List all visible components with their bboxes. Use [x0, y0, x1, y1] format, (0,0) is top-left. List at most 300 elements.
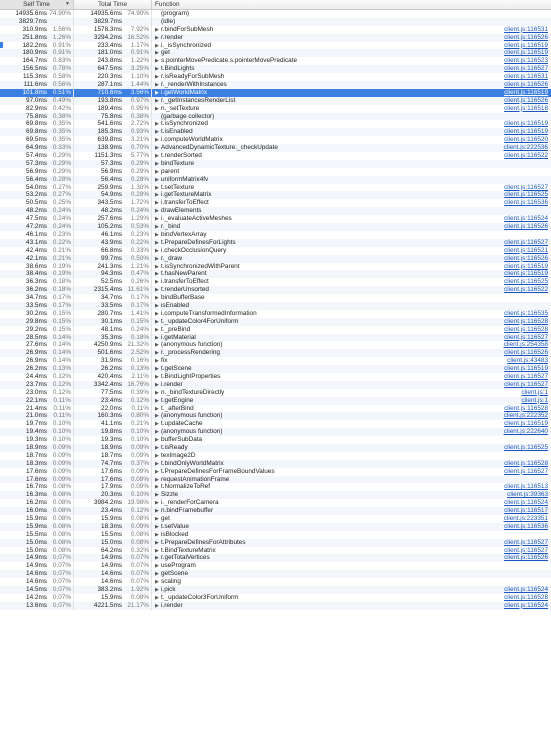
source-link[interactable]: client.js:222640: [503, 428, 548, 436]
source-link[interactable]: client.js:116527: [504, 183, 548, 191]
function-cell: [152, 326, 551, 334]
source-link[interactable]: client.js:222536: [503, 144, 548, 152]
source-link[interactable]: client.js:116519: [504, 128, 548, 136]
disclosure-triangle-icon[interactable]: ▶: [155, 279, 159, 286]
disclosure-triangle-icon[interactable]: ▶: [155, 255, 159, 262]
function-name: t.hasNewParent: [161, 270, 207, 278]
disclosure-triangle-icon[interactable]: ▶: [155, 342, 159, 349]
table-row[interactable]: [0, 302, 551, 310]
total-time-column-header[interactable]: [74, 0, 152, 9]
self-time-cell: [0, 444, 74, 452]
source-link[interactable]: client.js:116527: [504, 546, 548, 554]
total-time-value: 26.2ms: [101, 365, 122, 373]
disclosure-triangle-icon[interactable]: ▶: [155, 563, 159, 570]
source-link[interactable]: client.js:116523: [504, 57, 548, 65]
source-link[interactable]: client.js:116536: [504, 522, 548, 530]
disclosure-triangle-icon[interactable]: ▶: [155, 366, 159, 373]
source-link[interactable]: client.js:116520: [504, 136, 548, 144]
source-link[interactable]: client.js:116527: [504, 238, 548, 246]
source-link[interactable]: client.js:116524: [504, 499, 548, 507]
self-time-value: 17.6ms: [26, 475, 47, 483]
total-time-percent: 0.47%: [130, 270, 149, 278]
self-time-percent: 0.14%: [52, 341, 71, 349]
self-time-cell: [0, 428, 74, 436]
total-time-percent: 0.93%: [130, 128, 149, 136]
self-time-cell: [0, 334, 74, 342]
disclosure-triangle-icon[interactable]: ▶: [155, 602, 159, 609]
disclosure-triangle-icon[interactable]: ▶: [155, 89, 159, 96]
source-link[interactable]: client.js:116524: [504, 215, 548, 223]
source-link[interactable]: client.js:116528: [504, 459, 548, 467]
total-time-percent: 16.52%: [127, 33, 149, 41]
table-row[interactable]: [0, 334, 551, 342]
source-link[interactable]: client.js:116519: [504, 49, 548, 57]
table-row[interactable]: [0, 570, 551, 578]
source-link[interactable]: client.js:116526: [504, 33, 548, 41]
source-link[interactable]: client.js:116528: [504, 317, 548, 325]
table-row[interactable]: [0, 602, 551, 610]
table-row[interactable]: [0, 460, 551, 468]
disclosure-triangle-icon[interactable]: ▶: [155, 444, 159, 451]
table-row[interactable]: [0, 128, 551, 136]
source-link[interactable]: client.js:116518: [504, 104, 548, 112]
total-time-value: 14.9ms: [101, 554, 122, 562]
source-link[interactable]: client.js:1: [521, 388, 548, 396]
source-link[interactable]: client.js:116519: [504, 262, 548, 270]
table-row[interactable]: [0, 26, 551, 34]
function-name: i.getTextureMatrix: [161, 191, 212, 199]
disclosure-triangle-icon[interactable]: ▶: [155, 516, 159, 522]
source-link[interactable]: client.js:116526: [504, 554, 548, 562]
table-row[interactable]: [0, 81, 551, 89]
disclosure-triangle-icon[interactable]: ▶: [155, 413, 159, 420]
self-time-percent: 0.07%: [52, 586, 71, 594]
disclosure-triangle-icon[interactable]: ▶: [155, 224, 159, 231]
function-name: (program): [161, 10, 190, 17]
table-row[interactable]: [0, 270, 551, 278]
table-row[interactable]: [0, 444, 551, 452]
self-time-percent: 0.10%: [52, 420, 71, 428]
self-time-value: 14.2ms: [26, 593, 47, 601]
function-cell: [152, 294, 551, 302]
source-link[interactable]: client.js:116521: [504, 246, 548, 254]
table-row[interactable]: [0, 152, 551, 160]
source-link[interactable]: client.js:116513: [504, 483, 548, 491]
source-link[interactable]: client.js:116527: [504, 333, 548, 341]
function-name-wrap: [155, 389, 224, 397]
function-cell: [152, 318, 551, 326]
disclosure-triangle-icon[interactable]: ▶: [155, 302, 159, 309]
disclosure-triangle-icon[interactable]: ▶: [155, 452, 159, 459]
table-row[interactable]: [0, 120, 551, 128]
self-time-percent: 0.11%: [53, 412, 71, 420]
function-name-wrap: [155, 420, 203, 428]
total-time-percent: 0.80%: [130, 412, 149, 420]
table-row[interactable]: [0, 554, 551, 562]
disclosure-triangle-icon[interactable]: ▶: [155, 476, 159, 483]
self-time-value: 56.4ms: [26, 175, 47, 183]
self-time-percent: 0.12%: [52, 372, 71, 380]
disclosure-triangle-icon[interactable]: ▶: [155, 571, 159, 578]
function-cell: [152, 223, 551, 231]
table-row[interactable]: [0, 34, 551, 42]
source-link[interactable]: client.js:116526: [504, 254, 548, 262]
total-time-cell: [74, 531, 152, 539]
table-row[interactable]: [0, 594, 551, 602]
disclosure-triangle-icon[interactable]: ▶: [155, 271, 159, 278]
disclosure-triangle-icon[interactable]: ▶: [155, 176, 159, 183]
disclosure-triangle-icon[interactable]: ▶: [155, 231, 159, 238]
disclosure-triangle-icon[interactable]: ▶: [155, 145, 159, 152]
table-row[interactable]: [0, 491, 551, 499]
disclosure-triangle-icon[interactable]: ▶: [155, 531, 159, 538]
function-cell: [152, 523, 551, 531]
disclosure-triangle-icon[interactable]: ▶: [155, 358, 159, 365]
total-time-value: 14.6ms: [101, 570, 122, 578]
table-row[interactable]: [0, 255, 551, 263]
self-time-cell: [0, 152, 74, 160]
table-row[interactable]: [0, 160, 551, 168]
table-row[interactable]: [0, 499, 551, 507]
disclosure-triangle-icon[interactable]: ▶: [155, 555, 159, 562]
table-row[interactable]: [0, 144, 551, 152]
source-link[interactable]: client.js:116528: [504, 325, 548, 333]
source-link[interactable]: client.js:43483: [507, 357, 548, 365]
table-row[interactable]: [0, 483, 551, 491]
disclosure-triangle-icon[interactable]: ▶: [155, 50, 159, 57]
disclosure-triangle-icon[interactable]: ▶: [155, 66, 159, 73]
source-link[interactable]: client.js:116519: [504, 120, 548, 128]
disclosure-triangle-icon[interactable]: ▶: [155, 397, 159, 404]
source-link[interactable]: client.js:223351: [503, 515, 548, 522]
self-time-value: 16.3ms: [26, 491, 47, 499]
table-row[interactable]: [0, 136, 551, 144]
source-link[interactable]: client.js:116527: [504, 538, 548, 546]
table-row[interactable]: [0, 405, 551, 413]
disclosure-triangle-icon[interactable]: ▶: [155, 216, 159, 223]
source-link[interactable]: client.js:116528: [504, 404, 548, 412]
total-time-percent: 0.70%: [130, 144, 149, 152]
disclosure-triangle-icon[interactable]: ▶: [155, 373, 159, 380]
table-row[interactable]: [0, 365, 551, 373]
total-time-cell: [74, 507, 152, 515]
function-name-wrap: [155, 263, 240, 271]
table-row[interactable]: [0, 428, 551, 436]
table-row[interactable]: [0, 247, 551, 255]
disclosure-triangle-icon[interactable]: ▶: [155, 295, 159, 302]
source-link[interactable]: client.js:116524: [504, 601, 548, 609]
disclosure-triangle-icon[interactable]: ▶: [155, 192, 159, 199]
disclosure-triangle-icon[interactable]: ▶: [155, 437, 159, 444]
source-link[interactable]: client.js:116531: [504, 73, 548, 81]
disclosure-triangle-icon[interactable]: ▶: [155, 587, 159, 594]
table-row[interactable]: [0, 73, 551, 81]
disclosure-triangle-icon[interactable]: ▶: [155, 334, 159, 341]
total-time-cell: [74, 420, 152, 428]
table-row[interactable]: [0, 507, 551, 515]
source-link[interactable]: client.js:116525: [504, 191, 548, 199]
disclosure-triangle-icon[interactable]: ▶: [155, 58, 159, 65]
table-row[interactable]: [0, 547, 551, 555]
table-row[interactable]: [0, 294, 551, 302]
source-link[interactable]: client.js:116519: [504, 420, 548, 428]
function-cell: [152, 152, 551, 160]
table-row[interactable]: [0, 10, 551, 18]
table-row[interactable]: [0, 239, 551, 247]
disclosure-triangle-icon[interactable]: ▶: [155, 421, 159, 428]
table-row[interactable]: [0, 223, 551, 231]
table-row[interactable]: [0, 341, 551, 349]
source-link[interactable]: client.js:116527: [504, 372, 548, 380]
source-link[interactable]: client.js:116519: [504, 41, 548, 49]
source-link[interactable]: client.js:116525: [504, 278, 548, 286]
source-link[interactable]: client.js:116517: [504, 507, 548, 515]
function-name-wrap: [155, 349, 220, 357]
source-link[interactable]: client.js:116522: [504, 152, 548, 160]
table-row[interactable]: [0, 168, 551, 176]
total-time-cell: [74, 341, 152, 349]
table-row[interactable]: [0, 468, 551, 476]
table-row[interactable]: [0, 286, 551, 294]
function-name-wrap: [155, 168, 179, 176]
disclosure-triangle-icon[interactable]: ▶: [155, 129, 159, 136]
table-row[interactable]: [0, 42, 551, 50]
source-link[interactable]: client.js:116531: [504, 25, 548, 33]
function-cell: [152, 231, 551, 239]
disclosure-triangle-icon[interactable]: ▶: [155, 389, 159, 396]
disclosure-triangle-icon[interactable]: ▶: [155, 121, 159, 128]
function-name-wrap: [155, 405, 194, 413]
self-time-percent: 0.07%: [52, 562, 71, 570]
table-row[interactable]: [0, 191, 551, 199]
table-row[interactable]: [0, 523, 551, 531]
disclosure-triangle-icon[interactable]: ▶: [155, 460, 159, 467]
self-time-cell: [0, 89, 74, 97]
source-link[interactable]: client.js:116527: [504, 65, 548, 73]
function-name-wrap: [155, 231, 206, 239]
table-row[interactable]: [0, 349, 551, 357]
table-row[interactable]: [0, 531, 551, 539]
source-link[interactable]: client.js:116524: [504, 586, 548, 594]
table-row[interactable]: [0, 389, 551, 397]
disclosure-triangle-icon[interactable]: ▶: [155, 97, 159, 104]
table-row[interactable]: [0, 18, 551, 26]
function-name-wrap: [155, 397, 193, 405]
disclosure-triangle-icon[interactable]: ▶: [155, 539, 159, 546]
disclosure-triangle-icon[interactable]: ▶: [155, 105, 159, 112]
self-time-value: 53.2ms: [26, 191, 47, 199]
total-time-percent: 0.12%: [130, 507, 149, 515]
disclosure-triangle-icon[interactable]: ▶: [155, 137, 159, 144]
disclosure-triangle-icon[interactable]: ▶: [155, 74, 159, 81]
table-row[interactable]: [0, 263, 551, 271]
table-row[interactable]: [0, 318, 551, 326]
disclosure-triangle-icon[interactable]: ▶: [155, 34, 159, 41]
total-time-value: 48.2ms: [101, 207, 122, 215]
self-time-cell: [0, 499, 74, 507]
table-row[interactable]: [0, 436, 551, 444]
self-time-value: 14935.6ms: [15, 10, 47, 17]
disclosure-triangle-icon[interactable]: ▶: [155, 168, 159, 175]
self-time-value: 82.9ms: [26, 104, 47, 112]
table-row[interactable]: [0, 562, 551, 570]
self-time-column-header[interactable]: [0, 0, 74, 9]
disclosure-triangle-icon[interactable]: ▶: [155, 247, 159, 254]
total-time-value: 501.6ms: [97, 349, 122, 357]
disclosure-triangle-icon[interactable]: ▶: [155, 318, 159, 325]
table-row[interactable]: [0, 215, 551, 223]
function-name: isBlocked: [161, 530, 189, 538]
table-row[interactable]: [0, 113, 551, 121]
function-cell: [152, 373, 551, 381]
disclosure-triangle-icon[interactable]: ▶: [155, 82, 159, 89]
disclosure-triangle-icon[interactable]: ▶: [155, 500, 159, 507]
disclosure-triangle-icon[interactable]: ▶: [155, 523, 159, 530]
table-row[interactable]: [0, 586, 551, 594]
total-time-value: 33.5ms: [101, 301, 122, 309]
table-row[interactable]: [0, 326, 551, 334]
total-time-percent: 0.08%: [130, 593, 149, 601]
total-time-cell: [74, 594, 152, 602]
disclosure-triangle-icon[interactable]: ▶: [155, 350, 159, 357]
table-row[interactable]: [0, 452, 551, 460]
total-time-cell: [74, 207, 152, 215]
table-row[interactable]: [0, 381, 551, 389]
table-row[interactable]: [0, 578, 551, 586]
disclosure-triangle-icon[interactable]: ▶: [155, 468, 159, 475]
table-row[interactable]: [0, 65, 551, 73]
table-row[interactable]: [0, 207, 551, 215]
source-link[interactable]: client.js:116525: [504, 443, 548, 451]
disclosure-triangle-icon[interactable]: ▶: [155, 200, 159, 207]
source-link[interactable]: client.js:116526: [504, 81, 548, 89]
source-link[interactable]: client.js:1: [521, 396, 548, 404]
source-link[interactable]: client.js:116535: [504, 309, 548, 317]
table-row[interactable]: [0, 176, 551, 184]
table-row[interactable]: [0, 476, 551, 484]
function-name-wrap: [155, 483, 210, 491]
disclosure-triangle-icon[interactable]: ▶: [155, 287, 159, 294]
source-link[interactable]: client.js:254358: [503, 341, 548, 349]
table-row[interactable]: [0, 57, 551, 65]
total-time-percent: 0.09%: [130, 483, 149, 491]
disclosure-triangle-icon[interactable]: ▶: [155, 26, 159, 33]
disclosure-triangle-icon[interactable]: ▶: [155, 492, 159, 499]
source-link[interactable]: client.js:116519: [504, 365, 548, 373]
table-row[interactable]: [0, 373, 551, 381]
function-name: t.BindTextureMatrix: [161, 546, 216, 554]
source-link[interactable]: client.js:116526: [504, 349, 548, 357]
total-time-percent: 0.33%: [130, 246, 149, 254]
disclosure-triangle-icon[interactable]: ▶: [155, 594, 159, 601]
table-row[interactable]: [0, 397, 551, 405]
table-row[interactable]: [0, 199, 551, 207]
self-time-percent: 0.08%: [52, 491, 71, 499]
total-time-value: 15.9ms: [101, 515, 122, 522]
source-link[interactable]: client.js:116527: [504, 467, 548, 475]
source-link[interactable]: client.js:116522: [504, 286, 548, 294]
table-row[interactable]: [0, 420, 551, 428]
source-link[interactable]: client.js:116526: [504, 223, 548, 231]
disclosure-triangle-icon[interactable]: ▶: [155, 184, 159, 191]
table-row[interactable]: [0, 97, 551, 105]
function-name-wrap: [155, 278, 209, 286]
source-link[interactable]: client.js:116519: [504, 270, 548, 278]
table-row[interactable]: [0, 49, 551, 57]
function-name: r._renderWithInstances: [161, 81, 227, 89]
table-row[interactable]: [0, 515, 551, 523]
source-link[interactable]: client.js:116536: [504, 199, 548, 207]
source-link[interactable]: client.js:116526: [504, 96, 548, 104]
function-cell: [152, 26, 551, 34]
function-cell: [152, 81, 551, 89]
source-link[interactable]: client.js:116527: [504, 380, 548, 388]
table-row[interactable]: [0, 310, 551, 318]
disclosure-triangle-icon[interactable]: ▶: [155, 547, 159, 554]
disclosure-triangle-icon[interactable]: ▶: [155, 579, 159, 586]
disclosure-triangle-icon[interactable]: ▶: [155, 429, 159, 436]
total-time-cell: [74, 334, 152, 342]
self-time-cell: [0, 10, 74, 18]
self-time-percent: 0.09%: [52, 475, 71, 483]
disclosure-triangle-icon[interactable]: ▶: [155, 208, 159, 215]
function-cell: [152, 120, 551, 128]
disclosure-triangle-icon[interactable]: ▶: [155, 42, 159, 49]
self-time-value: 57.3ms: [26, 159, 47, 167]
function-name-wrap: [155, 152, 202, 160]
total-time-percent: 0.91%: [130, 49, 149, 57]
function-name: r._getInstancesRenderList: [161, 96, 236, 104]
table-row[interactable]: [0, 89, 551, 97]
total-time-value: 105.2ms: [97, 223, 122, 231]
table-row[interactable]: [0, 357, 551, 365]
source-link[interactable]: client.js:116519: [504, 88, 548, 96]
table-row[interactable]: [0, 231, 551, 239]
total-time-percent: 11.61%: [127, 286, 149, 294]
table-row[interactable]: [0, 412, 551, 420]
disclosure-triangle-icon[interactable]: ▶: [155, 508, 159, 515]
table-row[interactable]: [0, 539, 551, 547]
self-time-percent: 0.11%: [53, 404, 71, 412]
source-link[interactable]: client.js:116528: [504, 593, 548, 601]
disclosure-triangle-icon[interactable]: ▶: [155, 381, 159, 388]
source-link[interactable]: client.js:222352: [503, 412, 548, 420]
function-name: r.isReadyForSubMesh: [161, 73, 225, 81]
total-time-percent: 2.11%: [131, 372, 149, 380]
disclosure-triangle-icon[interactable]: ▶: [155, 239, 159, 246]
table-row[interactable]: [0, 278, 551, 286]
disclosure-triangle-icon[interactable]: ▶: [155, 153, 159, 160]
disclosure-triangle-icon[interactable]: ▶: [155, 310, 159, 317]
source-link[interactable]: client.js:39363: [507, 491, 548, 499]
table-row[interactable]: [0, 105, 551, 113]
total-time-cell: [74, 255, 152, 263]
function-cell: [152, 428, 551, 436]
disclosure-triangle-icon[interactable]: ▶: [155, 405, 159, 412]
disclosure-triangle-icon[interactable]: ▶: [155, 326, 159, 333]
table-row[interactable]: [0, 184, 551, 192]
total-time-value: 75.8ms: [101, 112, 122, 120]
disclosure-triangle-icon[interactable]: ▶: [155, 484, 159, 491]
self-time-cell: [0, 476, 74, 484]
self-time-percent: 0.08%: [52, 530, 71, 538]
self-time-cell: [0, 184, 74, 192]
function-column-header[interactable]: [152, 0, 551, 9]
disclosure-triangle-icon[interactable]: ▶: [155, 160, 159, 167]
disclosure-triangle-icon[interactable]: ▶: [155, 263, 159, 270]
total-time-value: 4221.5ms: [93, 601, 122, 609]
self-time-percent: 0.15%: [52, 317, 71, 325]
